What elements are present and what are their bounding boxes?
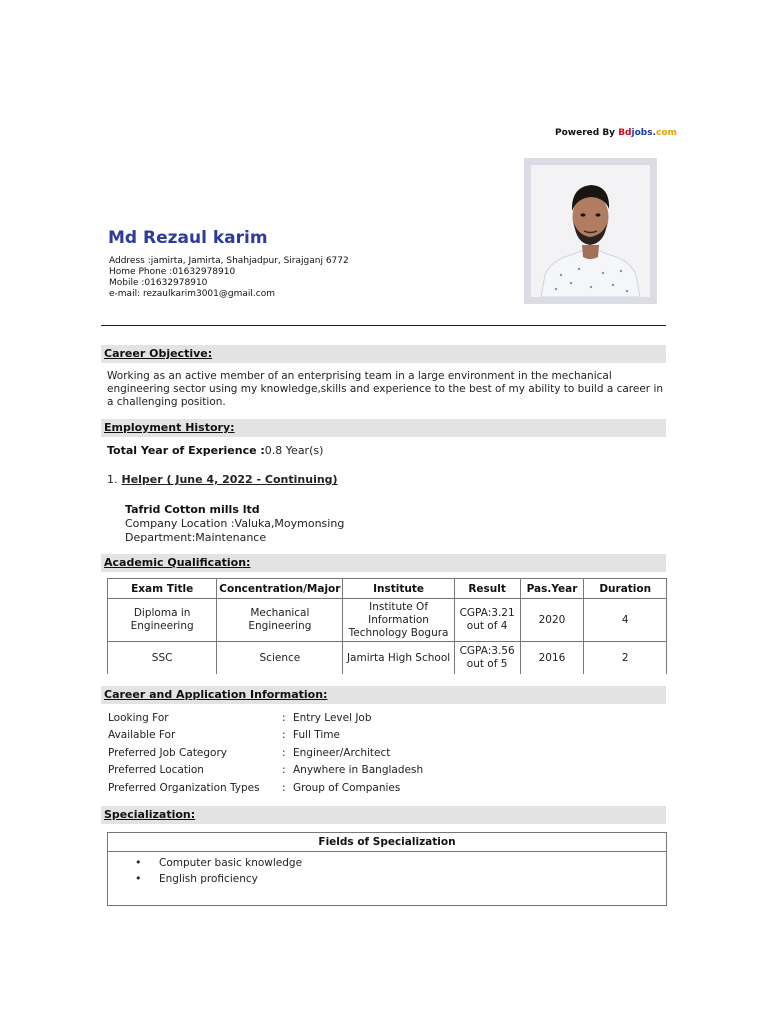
table-cell: Diploma in Engineering: [108, 599, 217, 642]
table-cell: Jamirta High School: [343, 642, 454, 675]
career-info-heading-text: Career and Application Information:: [104, 688, 328, 701]
table-cell: SSC: [108, 642, 217, 675]
info-separator: :: [282, 746, 286, 759]
career-info-heading: [101, 686, 666, 704]
list-item: [108, 712, 423, 729]
profile-photo: [531, 165, 650, 297]
column-header: Result: [454, 579, 520, 599]
total-experience: [107, 444, 323, 457]
list-item: [108, 747, 423, 764]
bullet-icon: •: [135, 872, 142, 885]
specialization-table-header: Fields of Specialization: [108, 833, 666, 852]
contact-block: [109, 256, 349, 300]
list-item: [108, 871, 666, 887]
table-cell: Institute Of Information Technology Bogura: [343, 599, 454, 642]
home-phone-line: Home Phone :01632978910: [109, 267, 236, 277]
job-number: 1.: [107, 473, 118, 486]
bdjobs-logo-dot: .: [652, 128, 656, 138]
powered-by-bdjobs: [555, 128, 677, 138]
job-entry-title: [107, 473, 338, 486]
job-company-block: [125, 503, 344, 545]
company-department: Department:Maintenance: [125, 531, 267, 544]
table-cell: Mechanical Engineering: [217, 599, 343, 642]
table-cell: CGPA:3.56 out of 5: [454, 642, 520, 675]
academic-table-header: [108, 579, 667, 599]
column-header: Exam Title: [108, 579, 217, 599]
list-item: [108, 782, 423, 799]
total-experience-label: Total Year of Experience :: [107, 444, 265, 457]
table-cell: 4: [584, 599, 667, 642]
specialization-list: [108, 855, 666, 887]
info-label: Looking For: [108, 712, 169, 724]
table-cell: 2: [584, 642, 667, 675]
career-objective-heading-text: Career Objective:: [104, 347, 213, 360]
table-cell: CGPA:3.21 out of 4: [454, 599, 520, 642]
specialization-item: Computer basic knowledge: [159, 857, 303, 869]
address-line: Address :jamirta, Jamirta, Shahjadpur, Sirajganj 6772: [109, 256, 349, 266]
job-title: Helper ( June 4, 2022 - Continuing): [121, 473, 338, 486]
table-cell: 2016: [520, 642, 584, 675]
list-item: [108, 764, 423, 781]
bdjobs-logo-bd: Bd: [618, 128, 632, 138]
column-header: Institute: [343, 579, 454, 599]
profile-photo-frame: [524, 158, 657, 304]
info-label: Preferred Location: [108, 764, 204, 777]
list-item: [108, 855, 666, 871]
list-item: [108, 729, 423, 746]
info-value: Anywhere in Bangladesh: [293, 764, 424, 777]
table-row: [108, 599, 667, 642]
info-label: Available For: [108, 729, 176, 742]
info-value: Group of Companies: [293, 781, 401, 794]
career-info-list: [108, 712, 423, 799]
career-objective-text: Working as an active member of an enterprising team in a large environment in the mechanical engineering sector using my knowledge,skills and experience to the best of my ability to build a career in a challenging position.: [107, 370, 664, 408]
total-experience-value: 0.8 Year(s): [264, 444, 324, 457]
mobile-line: Mobile :01632978910: [109, 278, 208, 288]
bdjobs-logo-jobs: jobs: [631, 128, 653, 138]
table-row: [108, 642, 667, 675]
bullet-icon: •: [135, 856, 142, 869]
info-value: Full Time: [293, 729, 340, 742]
info-separator: :: [282, 764, 286, 777]
column-header: Concentration/Major: [217, 579, 343, 599]
specialization-heading: [101, 806, 666, 824]
employment-history-heading: [101, 419, 666, 437]
employment-history-heading-text: Employment History:: [104, 421, 235, 434]
person-portrait-icon: [531, 165, 650, 297]
column-header: Duration: [584, 579, 667, 599]
table-cell: Science: [217, 642, 343, 675]
info-value: Entry Level Job: [293, 712, 372, 724]
bdjobs-logo-com: com: [656, 128, 677, 138]
table-cell: 2020: [520, 599, 584, 642]
academic-qualification-heading-text: Academic Qualification:: [104, 556, 251, 569]
info-label: Preferred Job Category: [108, 746, 228, 759]
info-label: Preferred Organization Types: [108, 781, 260, 794]
academic-qualification-heading: [101, 554, 666, 572]
specialization-table: [107, 832, 667, 906]
academic-table: [107, 578, 667, 674]
info-separator: :: [282, 729, 286, 742]
specialization-item: English proficiency: [159, 873, 258, 885]
career-objective-heading: [101, 345, 666, 363]
info-separator: :: [282, 712, 286, 724]
email-line: e-mail: rezaulkarim3001@gmail.com: [109, 289, 275, 299]
header-divider: [101, 325, 666, 326]
info-value: Engineer/Architect: [293, 746, 391, 759]
info-separator: :: [282, 781, 286, 794]
company-name: Tafrid Cotton mills ltd: [125, 503, 260, 516]
powered-by-label: Powered By: [555, 128, 619, 138]
specialization-heading-text: Specialization:: [104, 808, 196, 821]
candidate-name: Md Rezaul karim: [108, 228, 268, 248]
company-location: Company Location :Valuka,Moymonsing: [125, 517, 345, 530]
column-header: Pas.Year: [520, 579, 584, 599]
